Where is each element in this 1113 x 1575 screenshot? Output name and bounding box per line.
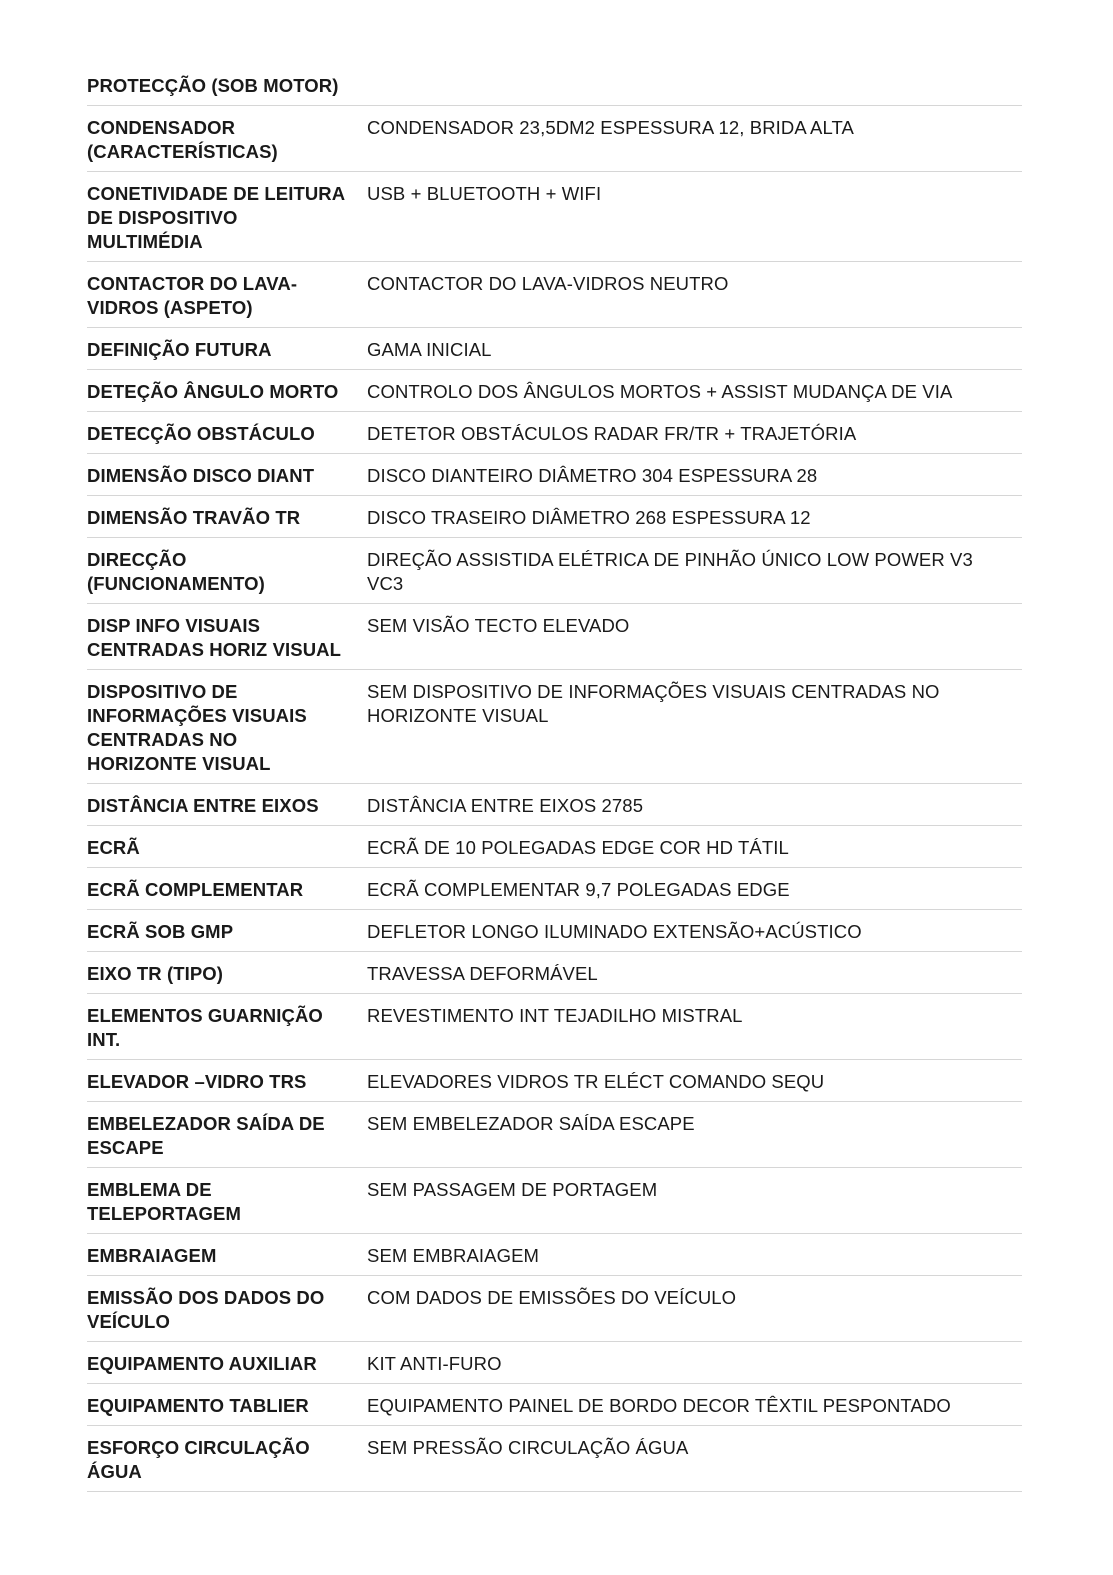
spec-row (87, 1112, 1022, 1168)
spec-row (87, 1286, 1022, 1342)
spec-value: DEFLETOR LONGO ILUMINADO EXTENSÃO+ACÚSTICO (367, 921, 862, 942)
spec-key: EMISSÃO DOS DADOS DO VEÍCULO (87, 1287, 325, 1332)
spec-value: CONTROLO DOS ÂNGULOS MORTOS + ASSIST MUDANÇA DE VIA (367, 381, 953, 402)
spec-key: EMBELEZADOR SAÍDA DE ESCAPE (87, 1113, 325, 1158)
spec-row (87, 1394, 1022, 1426)
spec-row (87, 680, 1022, 784)
spec-value: SEM PRESSÃO CIRCULAÇÃO ÁGUA (367, 1437, 689, 1458)
spec-row (87, 1352, 1022, 1384)
spec-value: COM DADOS DE EMISSÕES DO VEÍCULO (367, 1287, 737, 1308)
spec-key: DIMENSÃO DISCO DIANT (87, 465, 315, 486)
spec-row (87, 548, 1022, 604)
spec-value: SEM DISPOSITIVO DE INFORMAÇÕES VISUAIS CENTRADAS NO HORIZONTE VISUAL (367, 681, 940, 726)
spec-value: DISCO TRASEIRO DIÂMETRO 268 ESPESSURA 12 (367, 507, 811, 528)
spec-key: DETECÇÃO OBSTÁCULO (87, 423, 315, 444)
spec-value: ELEVADORES VIDROS TR ELÉCT COMANDO SEQU (367, 1071, 825, 1092)
spec-value: ECRÃ COMPLEMENTAR 9,7 POLEGADAS EDGE (367, 879, 790, 900)
spec-row (87, 920, 1022, 952)
spec-key: EQUIPAMENTO TABLIER (87, 1395, 309, 1416)
spec-value: TRAVESSA DEFORMÁVEL (367, 963, 598, 984)
spec-key: DETEÇÃO ÂNGULO MORTO (87, 381, 339, 402)
spec-row (87, 1004, 1022, 1060)
spec-row (87, 1070, 1022, 1102)
spec-row (87, 1178, 1022, 1234)
spec-key: EQUIPAMENTO AUXILIAR (87, 1353, 317, 1374)
spec-key: PROTECÇÃO (SOB MOTOR) (87, 75, 339, 96)
spec-key: CONETIVIDADE DE LEITURA DE DISPOSITIVO MULTIMÉDIA (87, 183, 346, 252)
spec-key: ECRÃ (87, 837, 140, 858)
spec-value: SEM EMBELEZADOR SAÍDA ESCAPE (367, 1113, 695, 1134)
spec-row (87, 464, 1022, 496)
spec-row (87, 182, 1022, 262)
spec-value: SEM PASSAGEM DE PORTAGEM (367, 1179, 658, 1200)
spec-key: DIMENSÃO TRAVÃO TR (87, 507, 301, 528)
spec-row (87, 380, 1022, 412)
spec-key: CONDENSADOR (CARACTERÍSTICAS) (87, 117, 278, 162)
spec-value: GAMA INICIAL (367, 339, 492, 360)
spec-value: DISTÂNCIA ENTRE EIXOS 2785 (367, 795, 644, 816)
spec-key: ELEMENTOS GUARNIÇÃO INT. (87, 1005, 323, 1050)
spec-value: CONDENSADOR 23,5DM2 ESPESSURA 12, BRIDA ALTA (367, 117, 854, 138)
spec-row (87, 1244, 1022, 1276)
spec-row (87, 794, 1022, 826)
spec-value: SEM VISÃO TECTO ELEVADO (367, 615, 630, 636)
spec-value: DIREÇÃO ASSISTIDA ELÉTRICA DE PINHÃO ÚNICO LOW POWER V3 VC3 (367, 549, 973, 594)
spec-row (87, 836, 1022, 868)
spec-row (87, 962, 1022, 994)
spec-key: DEFINIÇÃO FUTURA (87, 339, 272, 360)
spec-value: CONTACTOR DO LAVA-VIDROS NEUTRO (367, 273, 729, 294)
spec-key: EMBRAIAGEM (87, 1245, 217, 1266)
spec-value: KIT ANTI-FURO (367, 1353, 502, 1374)
spec-row (87, 272, 1022, 328)
spec-row (87, 614, 1022, 670)
spec-row (87, 878, 1022, 910)
spec-row (87, 506, 1022, 538)
spec-key: CONTACTOR DO LAVA- VIDROS (ASPETO) (87, 273, 298, 318)
spec-row (87, 1436, 1022, 1492)
spec-key: EMBLEMA DE TELEPORTAGEM (87, 1179, 241, 1224)
spec-key: DISP INFO VISUAIS CENTRADAS HORIZ VISUAL (87, 615, 342, 660)
spec-table (87, 74, 1022, 1502)
spec-key: ECRÃ COMPLEMENTAR (87, 879, 304, 900)
spec-key: EIXO TR (TIPO) (87, 963, 224, 984)
spec-value: SEM EMBRAIAGEM (367, 1245, 540, 1266)
spec-row (87, 74, 1022, 106)
spec-value: ECRÃ DE 10 POLEGADAS EDGE COR HD TÁTIL (367, 837, 789, 858)
spec-row (87, 338, 1022, 370)
spec-key: DISTÂNCIA ENTRE EIXOS (87, 795, 319, 816)
spec-row (87, 422, 1022, 454)
spec-key: ESFORÇO CIRCULAÇÃO ÁGUA (87, 1437, 310, 1482)
spec-value: EQUIPAMENTO PAINEL DE BORDO DECOR TÊXTIL PESPONTADO (367, 1395, 951, 1416)
spec-value: DETETOR OBSTÁCULOS RADAR FR/TR + TRAJETÓRIA (367, 423, 857, 444)
spec-key: ELEVADOR –VIDRO TRS (87, 1071, 307, 1092)
spec-value: USB + BLUETOOTH + WIFI (367, 183, 602, 204)
spec-key: DIRECÇÃO (FUNCIONAMENTO) (87, 549, 265, 594)
spec-value: REVESTIMENTO INT TEJADILHO MISTRAL (367, 1005, 743, 1026)
spec-value: DISCO DIANTEIRO DIÂMETRO 304 ESPESSURA 28 (367, 465, 818, 486)
spec-row (87, 116, 1022, 172)
spec-key: DISPOSITIVO DE INFORMAÇÕES VISUAIS CENTRADAS NO HORIZONTE VISUAL (87, 681, 307, 774)
spec-key: ECRÃ SOB GMP (87, 921, 234, 942)
